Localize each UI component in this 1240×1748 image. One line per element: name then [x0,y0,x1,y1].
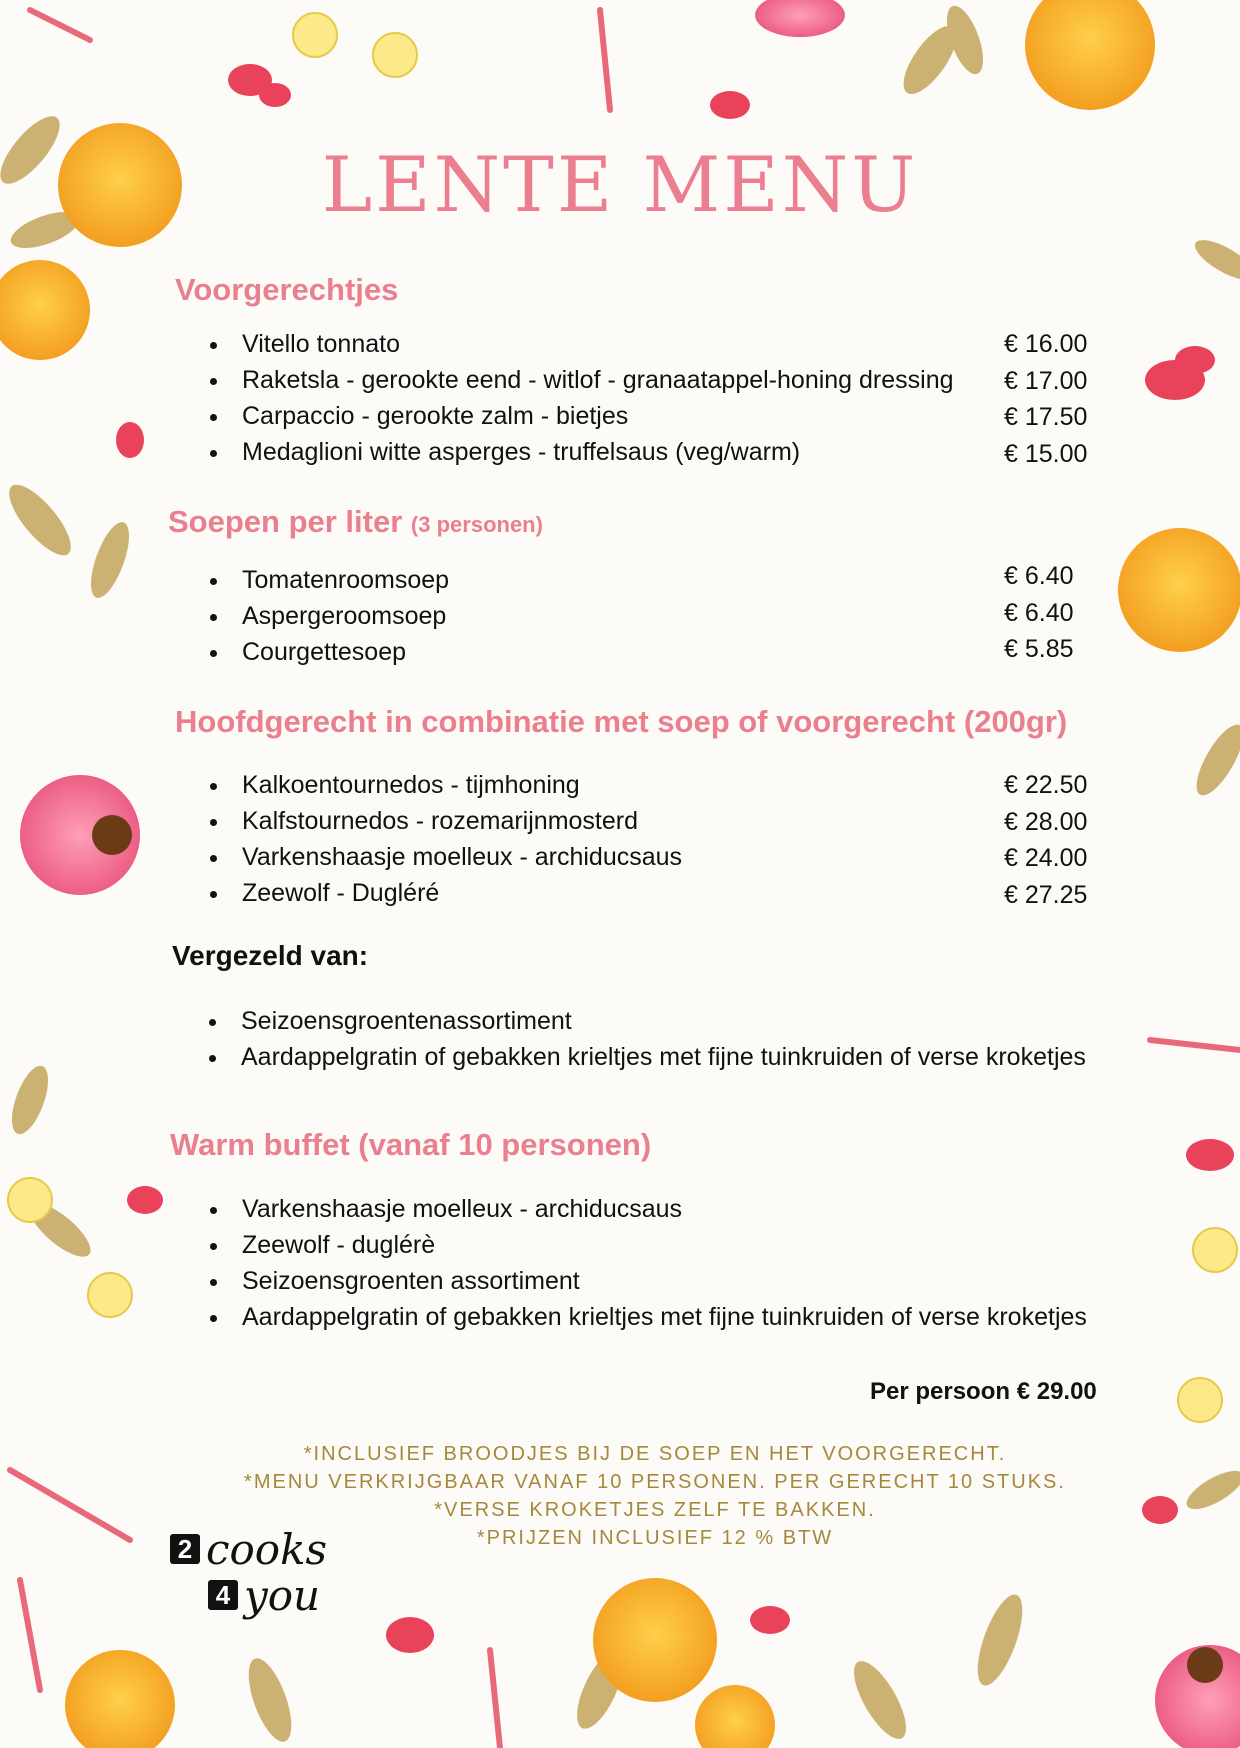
list-item: Zeewolf - duglérè [242,1227,1087,1263]
logo-word: cooks [206,1524,328,1574]
soepen-heading-text: Soepen per liter [168,504,403,539]
list-item: Raketsla - gerookte eend - witlof - granaatappel-honing dressing [242,362,954,398]
page-title: LENTE MENU [321,140,919,229]
soepen-heading [168,504,543,540]
list-item: Aardappelgratin of gebakken krieltjes met fijne tuinkruiden of verse kroketjes [241,1039,1086,1075]
list-item: Varkenshaasje moelleux - archiducsaus [242,1191,1087,1227]
footnote: *VERSE KROKETJES ZELF TE BAKKEN. [434,1499,876,1521]
brand-logo [170,1526,327,1618]
buffet-list [242,1191,1087,1335]
list-item: Aardappelgratin of gebakken krieltjes met fijne tuinkruiden of verse kroketjes [242,1299,1087,1335]
buffet-price: Per persoon € 29.00 [870,1378,1097,1405]
list-item: Medaglioni witte asperges - truffelsaus (veg/warm) [242,434,954,470]
vergezeld-list [241,1003,1086,1075]
footnote: *INCLUSIEF BROODJES BIJ DE SOEP EN HET VOORGERECHT. [303,1443,1007,1465]
hoofdgerecht-list [242,767,682,911]
price: € 6.40 [1004,598,1074,627]
price: € 27.25 [1004,880,1088,909]
soepen-list [242,562,449,670]
price: € 17.00 [1004,366,1088,395]
list-item: Courgettesoep [242,634,449,670]
list-item: Zeewolf - Dugléré [242,875,682,911]
voorgerechtjes-list [242,326,954,470]
price: € 24.00 [1004,844,1088,872]
soepen-prices [1004,558,1074,668]
list-item: Carpaccio - gerookte zalm - bietjes [242,398,954,434]
voorgerechtjes-heading: Voorgerechtjes [175,272,399,307]
soepen-heading-note: (3 personen) [410,512,543,537]
logo-number: 4 [208,1580,238,1610]
list-item: Kalfstournedos - rozemarijnmosterd [242,803,682,839]
list-item: Seizoensgroentenassortiment [241,1003,1086,1039]
logo-word: you [244,1570,321,1620]
footnote: *MENU VERKRIJGBAAR VANAF 10 PERSONEN. PER GERECHT 10 STUKS. [244,1471,1066,1493]
price: € 16.00 [1004,330,1088,358]
hoofdgerecht-prices [1004,767,1087,913]
list-item: Varkenshaasje moelleux - archiducsaus [242,839,682,875]
list-item: Kalkoentournedos - tijmhoning [242,767,682,803]
price: € 28.00 [1004,807,1088,836]
price: € 22.50 [1004,771,1088,799]
list-item: Vitello tonnato [242,326,954,362]
vergezeld-heading: Vergezeld van: [172,940,369,971]
list-item: Aspergeroomsoep [242,598,449,634]
footnote: *PRIJZEN INCLUSIEF 12 % BTW [476,1527,834,1549]
price: € 17.50 [1004,403,1088,431]
price: € 5.85 [1004,635,1074,663]
list-item: Seizoensgroenten assortiment [242,1263,1087,1299]
buffet-heading: Warm buffet (vanaf 10 personen) [170,1127,652,1162]
price: € 15.00 [1004,439,1088,468]
hoofdgerecht-heading: Hoofdgerecht in combinatie met soep of voorgerecht (200gr) [175,704,1068,739]
list-item: Tomatenroomsoep [242,562,449,598]
price: € 6.40 [1004,562,1074,590]
voorgerechtjes-prices [1004,326,1087,472]
logo-number: 2 [170,1534,200,1564]
